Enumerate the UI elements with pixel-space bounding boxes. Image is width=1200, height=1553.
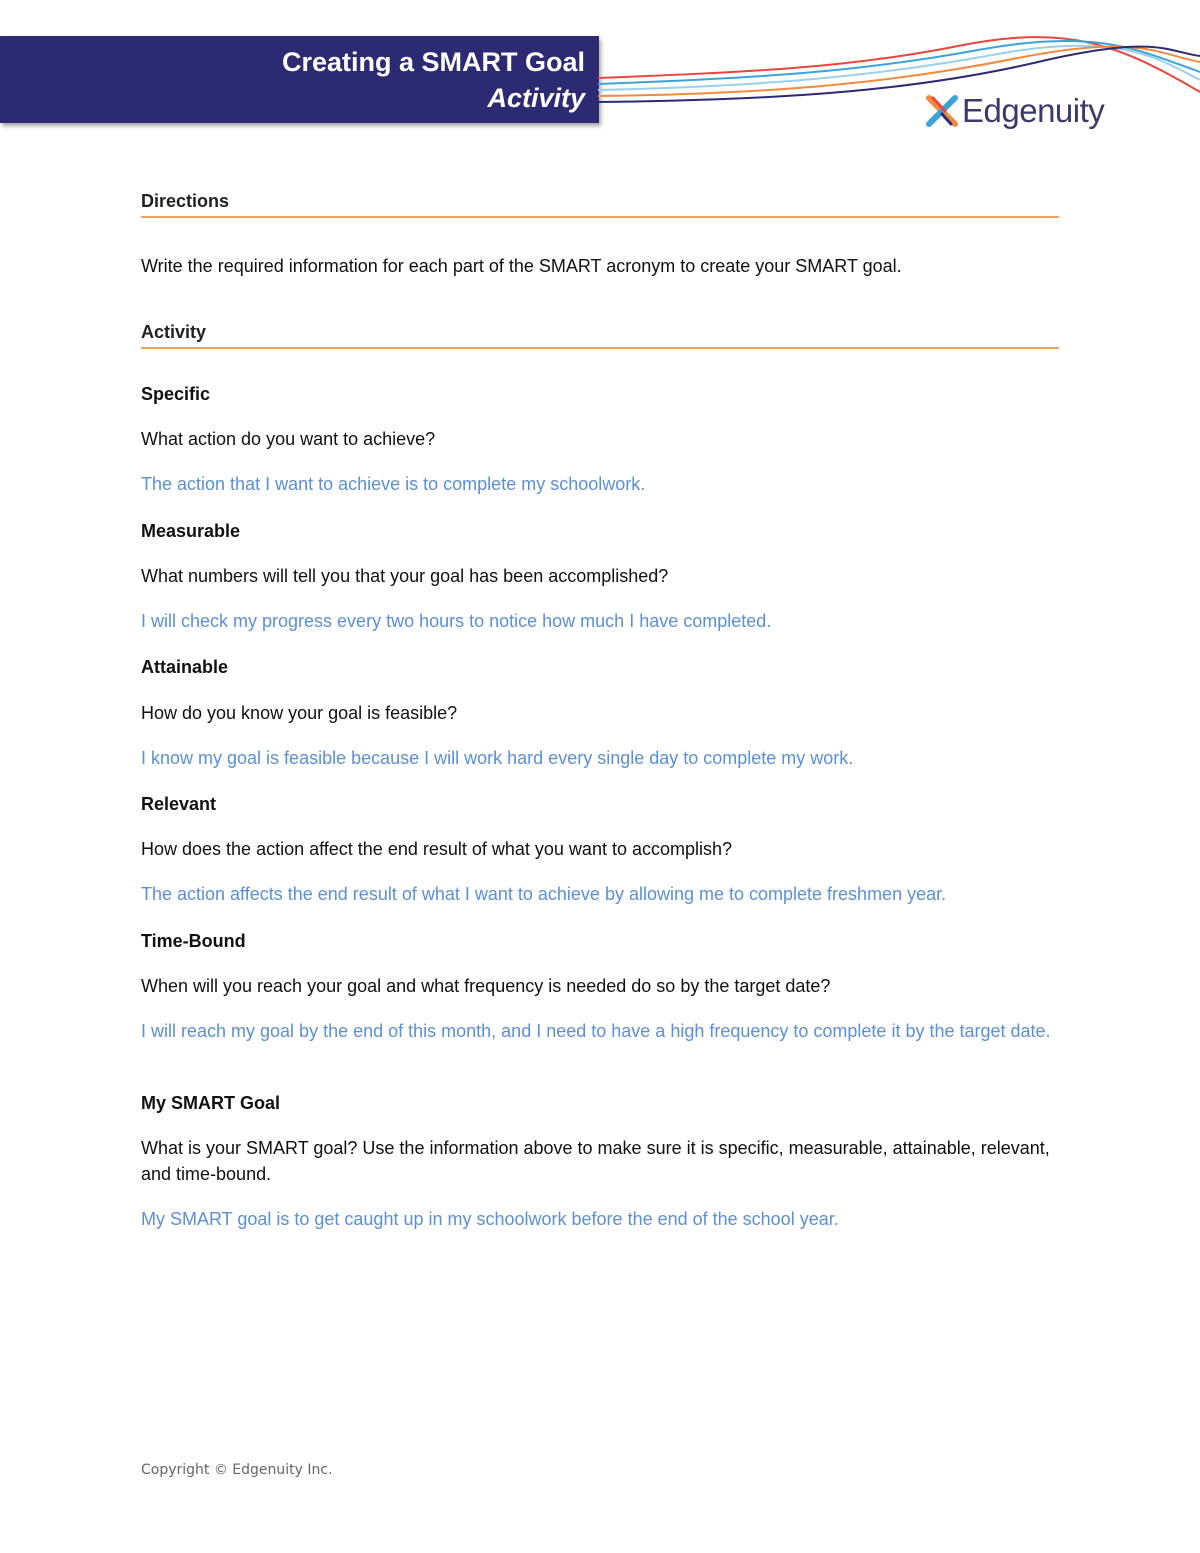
relevant-answer: The action affects the end result of what I want to achieve by allowing me to complete freshmen year. — [141, 884, 947, 904]
attainable-question: How do you know your goal is feasible? — [141, 703, 458, 723]
time-bound-answer: I will reach my goal by the end of this month, and I need to have a high frequency to complete it by the target date. — [141, 1021, 1051, 1041]
specific-question: What action do you want to achieve? — [141, 429, 436, 449]
specific-answer: The action that I want to achieve is to complete my schoolwork. — [141, 474, 646, 494]
copyright-notice: Copyright © Edgenuity Inc. — [141, 1462, 333, 1478]
specific-label: Specific — [141, 384, 211, 404]
smart-goal-question: What is your SMART goal? Use the information above to make sure it is specific, measurable, attainable, relevant, and time-bound. — [141, 1138, 1050, 1184]
header-band — [0, 36, 599, 123]
measurable-label: Measurable — [141, 521, 241, 541]
relevant-question: How does the action affect the end result of what you want to accomplish? — [141, 839, 733, 859]
directions-heading: Directions — [141, 191, 1059, 218]
logo-text: Edgenuity — [962, 92, 1105, 129]
smart-goal-label: My SMART Goal — [141, 1093, 281, 1113]
edgenuity-logo — [925, 92, 1104, 130]
activity-heading: Activity — [141, 322, 1059, 349]
document-subtitle: Activity — [487, 83, 585, 113]
edgenuity-x-icon — [925, 94, 959, 128]
time-bound-question: When will you reach your goal and what frequency is needed do so by the target date? — [141, 976, 831, 996]
directions-text: Write the required information for each part of the SMART acronym to create your SMART goal. — [141, 256, 902, 276]
decorative-waves — [598, 32, 1200, 112]
attainable-answer: I know my goal is feasible because I will work hard every single day to complete my work. — [141, 748, 854, 768]
document-title: Creating a SMART Goal — [281, 47, 585, 77]
measurable-question: What numbers will tell you that your goal has been accomplished? — [141, 566, 669, 586]
attainable-label: Attainable — [141, 657, 229, 677]
relevant-label: Relevant — [141, 794, 217, 814]
time-bound-label: Time-Bound — [141, 931, 246, 951]
measurable-answer: I will check my progress every two hours to notice how much I have completed. — [141, 611, 772, 631]
smart-goal-answer: My SMART goal is to get caught up in my schoolwork before the end of the school year. — [141, 1209, 839, 1229]
